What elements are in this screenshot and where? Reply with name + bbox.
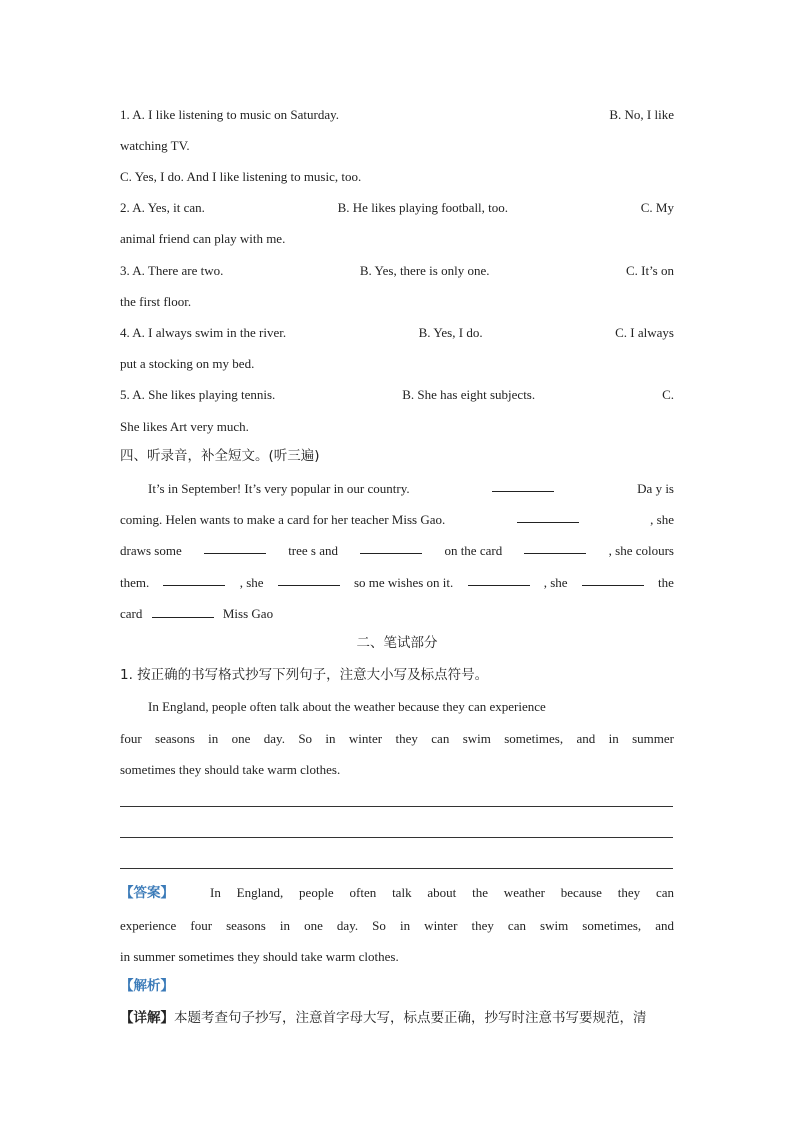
cloze-text: tree s and (288, 543, 338, 558)
q4-option-c: C. I always (615, 325, 674, 340)
q4-option-a: 4. A. I always swim in the river. (120, 325, 287, 340)
analysis-label (120, 977, 674, 995)
cloze-blank[interactable] (517, 511, 579, 523)
q4-line (120, 324, 674, 342)
answer-line-2: experience four seasons in one day. So in winter they can swim sometimes, and (120, 918, 674, 933)
analysis-tag: 【解析】 (120, 978, 174, 994)
writing-line[interactable] (120, 868, 673, 869)
q5-option-b: B. She has eight subjects. (402, 387, 536, 402)
q3-line (120, 262, 674, 280)
q2-option-c: C. My (640, 200, 674, 215)
cloze-text: Miss Gao (222, 606, 274, 621)
q5-line (120, 386, 674, 404)
cloze-text: the (658, 575, 674, 590)
q1-option-a: 1. A. I like listening to music on Saturday. (120, 107, 340, 122)
written-section-heading: 二、笔试部分 (356, 635, 438, 651)
q3-option-a: 3. A. There are two. (120, 263, 224, 278)
q1-line (120, 106, 674, 124)
cloze-text: It’s in September! It’s very popular in our country. (148, 481, 410, 496)
answer-label: 【答案】 (120, 885, 174, 901)
written-q1-title: 1. 按正确的书写格式抄写下列句子，注意大小写及标点符号。 (120, 667, 489, 683)
cloze-text: , she colours (608, 543, 674, 558)
cloze-blank[interactable] (468, 574, 530, 586)
q2-option-c-cont: animal friend can play with me. (120, 231, 286, 246)
q3-option-b: B. Yes, there is only one. (359, 263, 490, 278)
q4-option-b: B. Yes, I do. (418, 325, 483, 340)
cloze-text: so me wishes on it. (353, 575, 454, 590)
passage-line-2: four seasons in one day. So in winter they can swim sometimes, and in summer (120, 731, 674, 746)
q2-option-b: B. He likes playing football, too. (337, 200, 509, 215)
cloze-text: on the card (444, 543, 503, 558)
q1-option-b: B. No, I like (609, 107, 674, 122)
detail-line (120, 1009, 674, 1027)
cloze-blank[interactable] (524, 542, 586, 554)
answer-line-1 (120, 884, 674, 902)
q5-option-a: 5. A. She likes playing tennis. (120, 387, 276, 402)
q5-option-c: C. (662, 387, 674, 402)
cloze-blank[interactable] (204, 542, 266, 554)
cloze-text: coming. Helen wants to make a card for her teacher Miss Gao. (120, 512, 446, 527)
passage-line-3: sometimes they should take warm clothes. (120, 762, 341, 777)
cloze-line-2 (120, 511, 674, 529)
cloze-text: draws some (120, 543, 182, 558)
cloze-line-5 (120, 605, 674, 623)
cloze-text: card (120, 606, 143, 621)
q1-option-b-cont: watching TV. (120, 138, 190, 153)
cloze-blank[interactable] (582, 574, 644, 586)
q4-option-c-cont: put a stocking on my bed. (120, 356, 255, 371)
writing-line[interactable] (120, 837, 673, 838)
detail-text: 本题考查句子抄写，注意首字母大写，标点要正确，抄写时注意书写要规范，清 (174, 1010, 647, 1026)
cloze-text: , she (239, 575, 264, 590)
cloze-blank[interactable] (360, 542, 422, 554)
cloze-line-4 (120, 574, 674, 592)
cloze-text: , she (543, 575, 568, 590)
cloze-blank[interactable] (163, 574, 225, 586)
cloze-blank[interactable] (492, 480, 554, 492)
cloze-line-3 (120, 542, 674, 560)
passage-line-1: In England, people often talk about the weather because they can experience (148, 699, 546, 714)
answer-line-3: in summer sometimes they should take warm clothes. (120, 949, 399, 964)
writing-line[interactable] (120, 806, 673, 807)
cloze-text: , she (650, 512, 674, 527)
q1-option-c: C. Yes, I do. And I like listening to music, too. (120, 169, 362, 184)
q5-option-c-cont: She likes Art very much. (120, 419, 249, 434)
detail-label: 【详解】 (120, 1010, 174, 1026)
cloze-text: them. (120, 575, 150, 590)
q2-line (120, 199, 674, 217)
cloze-line-1 (148, 480, 674, 498)
cloze-text: Da y is (637, 481, 674, 496)
q3-option-c: C. It’s on (625, 263, 674, 278)
q3-option-c-cont: the first floor. (120, 294, 192, 309)
section4-title: 四、听录音，补全短文。(听三遍) (120, 448, 320, 464)
cloze-blank[interactable] (152, 606, 214, 618)
answer-text: In England, people often talk about the weather because they can (210, 885, 674, 900)
cloze-blank[interactable] (278, 574, 340, 586)
q2-option-a: 2. A. Yes, it can. (120, 200, 205, 215)
